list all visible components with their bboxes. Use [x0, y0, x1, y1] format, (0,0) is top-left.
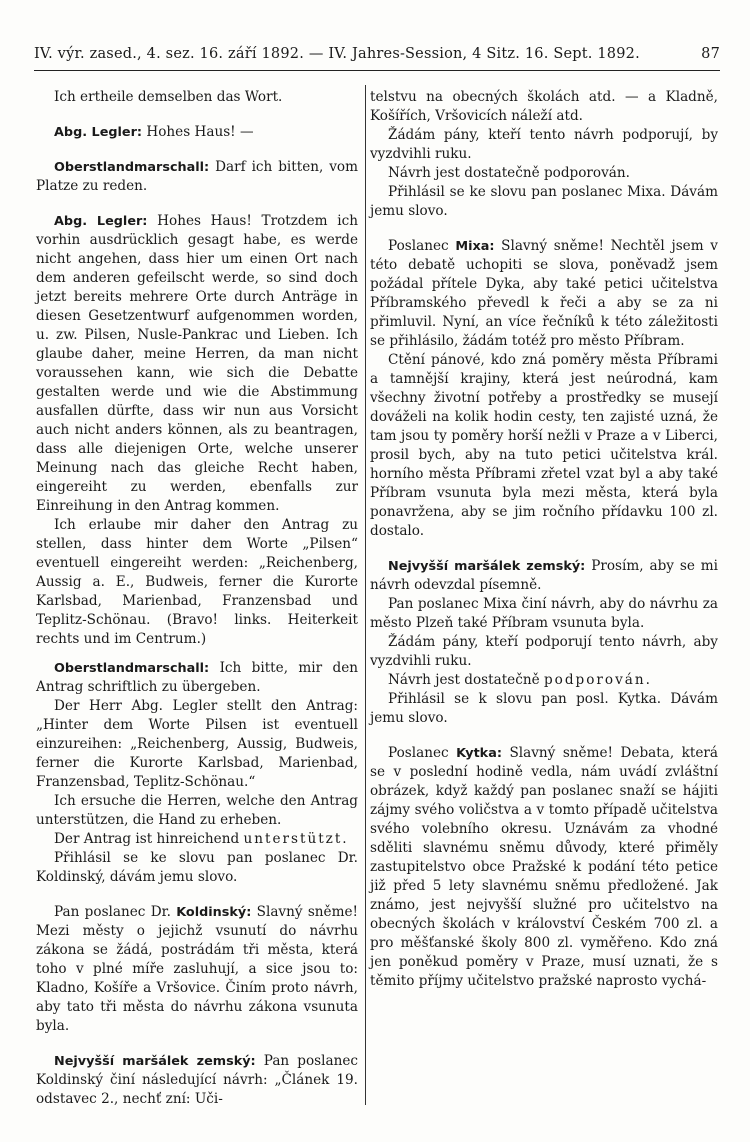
- paragraph: Ich ersuche die Herren, welche den Antrag unterstützen, die Hand zu erheben.: [36, 793, 358, 828]
- paragraph: Oberstlandmarschall: Ich bitte, mir den Antrag schriftlich zu übergeben.: [36, 660, 358, 695]
- right-column: [370, 88, 718, 991]
- paragraph: Přihlásil se ke slovu pan poslanec Mixa. Dávám jemu slovo.: [370, 184, 718, 219]
- paragraph: Oberstlandmarschall: Darf ich bitten, vom Platze zu reden.: [36, 159, 359, 194]
- header-rule: [34, 70, 720, 71]
- paragraph: Ich ertheile demselben das Wort.: [54, 89, 283, 105]
- paragraph: telstvu na obecných školách atd. — a Kladně, Košířích, Vršovicích náleží atd.: [370, 89, 718, 124]
- speaker-name: Mixa:: [455, 239, 495, 254]
- paragraph: Nejvyšší maršálek zemský: Pan poslanec Koldinský činí následující návrh: „Článek 19. odstavec 2., nechť zní: Uči-: [36, 1053, 358, 1107]
- left-column: [36, 88, 358, 1109]
- speaker-name: Abg. Legler:: [54, 214, 148, 229]
- paragraph: Abg. Legler: Hohes Haus! Trotzdem ich vorhin ausdrücklich gesagt habe, es werde nicht angehen, dass hier um einen Ort nach dem anderen gefeilscht werde, so sind doch jetzt bereits mehrere Orte durch Anträge in diesen Gesetzentwurf aufgenommen worden, u. zw. Pilsen, Nusle-Pankrac und Lieben. Ich glaube daher, meine Herren, da man nicht voraussehen kann, wie sich die Debatte gestalten werde und wie die Abstimmung ausfallen dürfte, dass wir nun aus Vorsicht auch nicht anders können, als zu beantragen, dass alle diejenigen Orte, welche unserer Meinung nach das gleiche Recht haben, eingereiht zu werden, ebenfalls zur Einreihung in den Antrag kommen.: [36, 213, 358, 514]
- speaker-name: Nejvyšší maršálek zemský:: [54, 1054, 256, 1069]
- paragraph: Der Antrag ist hinreichend unterstützt.: [54, 831, 349, 847]
- paragraph: Přihlásil se ke slovu pan poslanec Dr. Koldinský, dávám jemu slovo.: [36, 850, 358, 885]
- paragraph: Nejvyšší maršálek zemský: Prosím, aby se mi návrh odevzdal písemně.: [370, 558, 718, 593]
- paragraph: Pan poslanec Mixa činí návrh, aby do návrhu za město Plzeň také Příbram vsunuta byla.: [370, 596, 718, 631]
- paragraph: Abg. Legler: Hohes Haus! —: [54, 124, 254, 140]
- paragraph: Žádám pány, kteří tento návrh podporují, by vyzdvihli ruku.: [370, 127, 718, 162]
- paragraph: Poslanec Kytka: Slavný sněme! Debata, která se v poslední hodině vedla, nám uvádí zvláštní obrázek, když každý pan poslanec snaží se hájiti zájmy svého voličstva a v tomto případě učitelstva svého volebního okresu. Uznávám za vhodné sděliti slavnému sněmu důvody, které přiměly zastupitelstvo obce Pražské k podání této petice již před 5 lety slavnému sněmu předložené. Jak známo, jest nejvyšší služné pro učitelstvo na obecných školách v království Českém 700 zl. a pro měšťanské školy 800 zl. vyměřeno. Kdo zná jen poněkud poměry v Praze, musí uznati, že s těmito příjmy učitelstvo pražské naprosto vychá-: [370, 745, 718, 989]
- speaker-name: Nejvyšší maršálek zemský:: [388, 559, 586, 574]
- page-header: [34, 46, 720, 68]
- speaker-name: Oberstlandmarschall:: [54, 661, 210, 676]
- paragraph: Žádám pány, kteří podporují tento návrh, aby vyzdvihli ruku.: [370, 634, 718, 669]
- column-divider: [365, 85, 366, 1105]
- paragraph: Der Herr Abg. Legler stellt den Antrag: „Hinter dem Worte Pilsen ist eventuell einzureihen: „Reichenberg, Aussig, Budweis, ferner die Kurorte Karlsbad, Marienbad, Franzensbad, Teplitz-Schönau.“: [36, 698, 358, 790]
- speaker-name: Kytka:: [456, 746, 502, 761]
- paragraph: Ich erlaube mir daher den Antrag zu stellen, dass hinter dem Worte „Pilsen“ eventuell eingereiht werden: „Reichenberg, Aussig a. E., Budweis, ferner die Kurorte Karlsbad, Marienbad, Franzensbad und Teplitz-Schönau. (Bravo! links. Heiterkeit rechts und im Centrum.): [36, 517, 358, 647]
- paragraph: Návrh jest dostatečně podporován.: [388, 672, 652, 688]
- speaker-name: Abg. Legler:: [54, 125, 143, 140]
- speaker-name: Oberstlandmarschall:: [54, 160, 210, 175]
- running-head: IV. výr. zased., 4. sez. 16. září 1892. — IV. Jahres-Session, 4 Sitz. 16. Sept. 1892.: [34, 46, 640, 62]
- speaker-name: Koldinský:: [176, 905, 252, 920]
- paragraph: Poslanec Mixa: Slavný sněme! Nechtěl jsem v této debatě uchopiti se slova, poněvadž jsem požádal přítele Dyka, aby také petici učitelstva Příbramského převedl k řeči a aby se za ni přimluvil. Nyní, an více řečníků k této záležitosti se přihlásilo, žádám totéž pro město Příbram.: [370, 238, 718, 349]
- paragraph: Ctění pánové, kdo zná poměry města Příbrami a tamnější krajiny, která jest neúrodná, kam všechny životní potřeby a prostředky se musejí dováželi na kolik hodin cesty, ten zajisté uzná, že tam jsou ty poměry horší nežli v Praze a v Liberci, prosil bych, aby na tuto petici učitelstva král. horního města Příbrami zřetel vzat byl a aby také Příbram vsunuta byla mezi města, která byla ponavržena, aby se jim ročního přídavku 100 zl. dostalo.: [370, 352, 718, 539]
- paragraph: Přihlásil se k slovu pan posl. Kytka. Dávám jemu slovo.: [370, 691, 718, 726]
- paragraph: Návrh jest dostatečně podporován.: [388, 165, 630, 181]
- paragraph: Pan poslanec Dr. Koldinský: Slavný sněme! Mezi městy o jejichž vsunutí do návrhu zákona se žádá, postrádám tři města, která toho v plné míře zasluhují, a sice jsou to: Kladno, Košíře a Vršovice. Činím proto návrh, aby tato tři města do návrhu zákona vsunuta byla.: [36, 904, 358, 1034]
- page-number: 87: [701, 46, 720, 62]
